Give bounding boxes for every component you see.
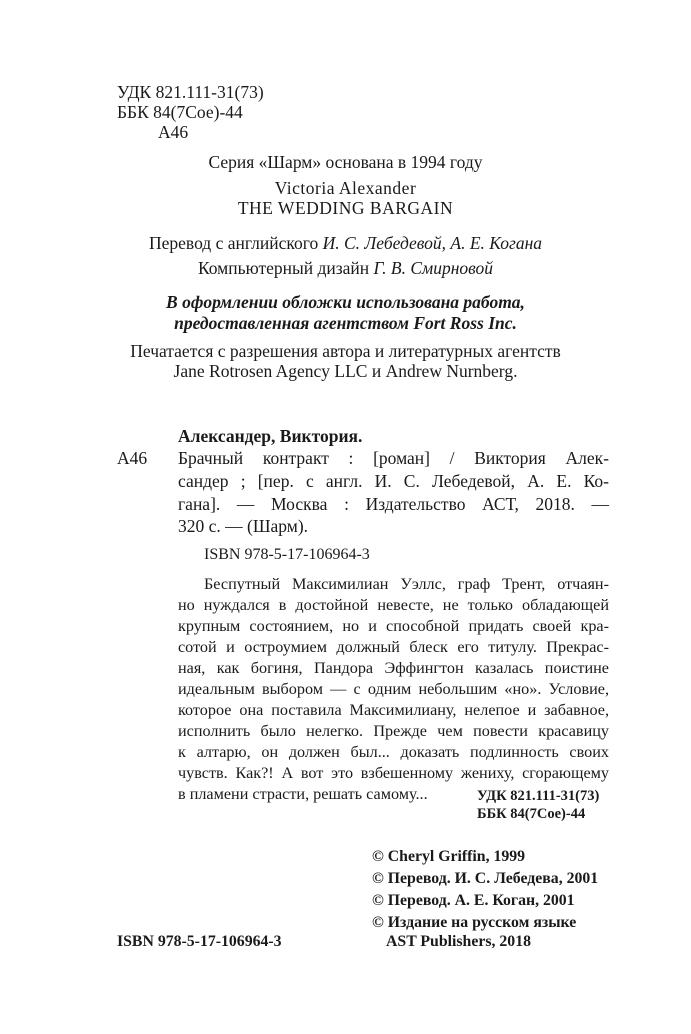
annotation-line: которое она поставила Максимилиану, нелепое и забавное, (178, 701, 609, 719)
design-credit (0, 258, 691, 279)
design-label: Компьютерный дизайн (197, 258, 370, 278)
isbn-bottom: ISBN 978-5-17-106964-3 (117, 933, 282, 950)
author-mark: А46 (158, 122, 189, 142)
catalog-author-mark: А46 (117, 448, 148, 468)
translator-names: И. С. Лебедевой, А. Е. Когана (322, 233, 542, 253)
udk-code-bottom: УДК 821.111-31(73) (477, 788, 600, 804)
annotation-line: Беспутный Максимилиан Уэллс, граф Трент, отчаян- (204, 575, 609, 593)
copyright-line: © Издание на русском языке (372, 914, 577, 931)
original-title: THE WEDDING BARGAIN (237, 198, 454, 218)
copyright-line: © Перевод. А. Е. Коган, 2001 (372, 892, 575, 909)
catalog-line-4: 320 с. — (Шарм). (178, 516, 309, 536)
catalog-heading: Александер, Виктория. (178, 426, 363, 446)
catalog-line-2: сандер ; [пер. с англ. И. С. Лебедевой, А. Е. Ко- (178, 471, 609, 491)
permission-line-2: Jane Rotrosen Agency LLC и Andrew Nurnberg. (173, 361, 518, 381)
annotation-line: идеальным выбором — с одним небольшим «но». Условие, (178, 680, 609, 698)
copyright-line: AST Publishers, 2018 (386, 933, 531, 950)
copyright-line: © Перевод. И. С. Лебедева, 2001 (372, 870, 599, 887)
designer-name: Г. В. Смирновой (373, 258, 494, 278)
annotation-line: сотой и остроумием должный блеск его титулу. Прекрас- (178, 638, 609, 656)
copyright-line: © Cheryl Griffin, 1999 (372, 848, 526, 865)
cover-note-line-1: В оформлении обложки использована работа, (166, 292, 525, 312)
translation-label: Перевод с английского (149, 233, 319, 253)
bbk-code: ББК 84(7Сое)-44 (117, 102, 243, 122)
annotation-line: к алтарю, он должен был... доказать подлинность своих (178, 743, 609, 761)
catalog-line-1: Брачный контракт : [роман] / Виктория Алек- (178, 448, 609, 468)
annotation-line: ная, как богиня, Пандора Эффингтон казалась поистине (178, 659, 609, 677)
translation-credit (0, 233, 691, 254)
annotation-line: крупным состоянием, но и способной придать своей кра- (178, 617, 609, 635)
catalog-line-3: гана]. — Москва : Издательство АСТ, 2018. — (178, 494, 609, 514)
series-line: Серия «Шарм» основана в 1994 году (208, 152, 483, 172)
annotation-line: чувств. Как?! А вот это взбешенному жениху, сгорающему (178, 764, 609, 782)
annotation-line: в пламени страсти, решать самому... (178, 785, 428, 803)
original-author: Victoria Alexander (274, 178, 417, 198)
annotation-line: но нуждался в достойной невесте, не только обладающей (178, 596, 609, 614)
cover-note-line-2: предоставленная агентством Fort Ross Inc. (174, 313, 517, 333)
permission-line-1: Печатается с разрешения автора и литературных агентств (130, 341, 561, 361)
udk-code: УДК 821.111-31(73) (117, 82, 264, 102)
annotation-line: исполнить было нелегко. Прежде чем повести красавицу (178, 722, 609, 740)
catalog-isbn: ISBN 978-5-17-106964-3 (204, 546, 370, 563)
bbk-code-bottom: ББК 84(7Сое)-44 (477, 806, 586, 822)
